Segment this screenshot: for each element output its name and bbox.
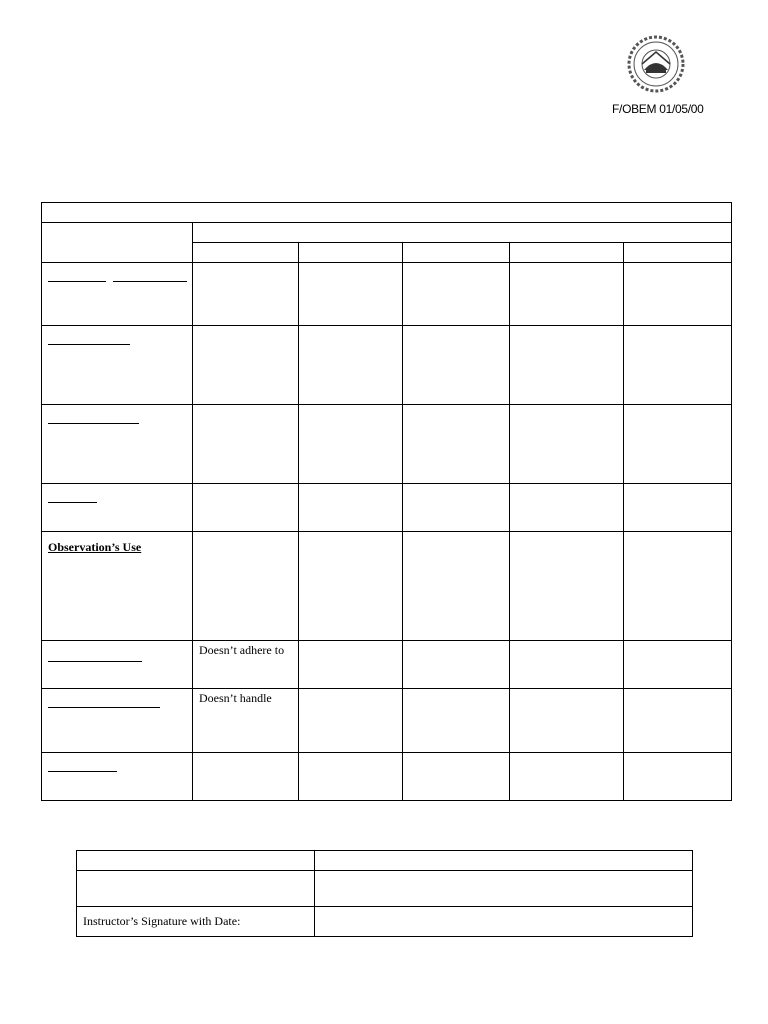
rating-cell [510, 405, 624, 484]
rating-cell [624, 326, 732, 405]
signature-value-cell [315, 851, 693, 871]
table-row [77, 871, 693, 907]
table-row [42, 263, 732, 326]
rating-cell [193, 753, 299, 801]
rating-cell [299, 753, 403, 801]
criterion-cell [42, 753, 193, 801]
table-row [42, 641, 732, 689]
rating-cell [299, 532, 403, 641]
rating-cell [193, 405, 299, 484]
rating-cell [299, 263, 403, 326]
rating-cell [193, 641, 299, 689]
level-5-header [624, 243, 732, 263]
rating-cell [193, 484, 299, 532]
table-row [42, 753, 732, 801]
rating-cell [624, 484, 732, 532]
instructor-signature-field[interactable] [315, 907, 693, 937]
rating-cell [299, 326, 403, 405]
rating-cell [403, 532, 510, 641]
rating-cell [403, 641, 510, 689]
rating-cell [403, 484, 510, 532]
rating-cell [403, 326, 510, 405]
table-row [42, 326, 732, 405]
criterion-cell [42, 263, 193, 326]
rating-cell [510, 641, 624, 689]
table-row [77, 907, 693, 937]
criteria-header-cell [42, 223, 193, 263]
rating-cell [299, 689, 403, 753]
criterion-underline [48, 334, 130, 345]
criterion-underline [48, 651, 142, 662]
rating-cell [624, 689, 732, 753]
rating-cell [510, 532, 624, 641]
criterion-underline [113, 271, 187, 282]
criterion-underline [48, 492, 97, 503]
signature-table [76, 850, 693, 937]
level-2-header [299, 243, 403, 263]
scale-header-cell [193, 223, 732, 243]
rating-cell [624, 753, 732, 801]
criterion-underline [48, 761, 117, 772]
rating-cell [193, 263, 299, 326]
criterion-underline [48, 697, 160, 708]
rubric-header-row [42, 223, 732, 243]
level-4-header [510, 243, 624, 263]
criterion-cell [42, 532, 193, 641]
rubric-table [41, 202, 732, 801]
rubric-title-row [42, 203, 732, 223]
table-row [42, 484, 732, 532]
rating-cell [403, 405, 510, 484]
table-row [42, 532, 732, 641]
level-1-header [193, 243, 299, 263]
signature-value-cell [315, 871, 693, 907]
form-code: F/OBEM 01/05/00 [612, 102, 704, 116]
rating-cell [510, 753, 624, 801]
table-row [42, 405, 732, 484]
rating-text: Doesn’t handle [199, 691, 272, 705]
rating-cell [299, 641, 403, 689]
rating-text: Doesn’t adhere to [199, 643, 285, 657]
criterion-cell [42, 405, 193, 484]
rating-cell [193, 689, 299, 753]
table-row [77, 851, 693, 871]
signature-label-cell [77, 851, 315, 871]
rating-cell [403, 753, 510, 801]
rating-cell [193, 326, 299, 405]
rating-cell [299, 405, 403, 484]
rating-cell [624, 263, 732, 326]
instructor-signature-label: Instructor’s Signature with Date: [77, 907, 315, 937]
rating-cell [624, 405, 732, 484]
rating-cell [624, 641, 732, 689]
criterion-cell [42, 484, 193, 532]
criterion-underline [48, 413, 139, 424]
rating-cell [624, 532, 732, 641]
table-row [42, 689, 732, 753]
criterion-label: Observation’s Use [48, 540, 142, 554]
rating-cell [510, 263, 624, 326]
rating-cell [193, 532, 299, 641]
university-seal-icon [626, 34, 686, 94]
rubric-title-cell [42, 203, 732, 223]
criterion-cell [42, 689, 193, 753]
criterion-cell [42, 326, 193, 405]
rating-cell [510, 484, 624, 532]
rating-cell [299, 484, 403, 532]
criterion-cell [42, 641, 193, 689]
rating-cell [510, 689, 624, 753]
rating-cell [403, 263, 510, 326]
level-3-header [403, 243, 510, 263]
signature-label-cell [77, 871, 315, 907]
criterion-underline [48, 271, 106, 282]
rating-cell [403, 689, 510, 753]
rating-cell [510, 326, 624, 405]
